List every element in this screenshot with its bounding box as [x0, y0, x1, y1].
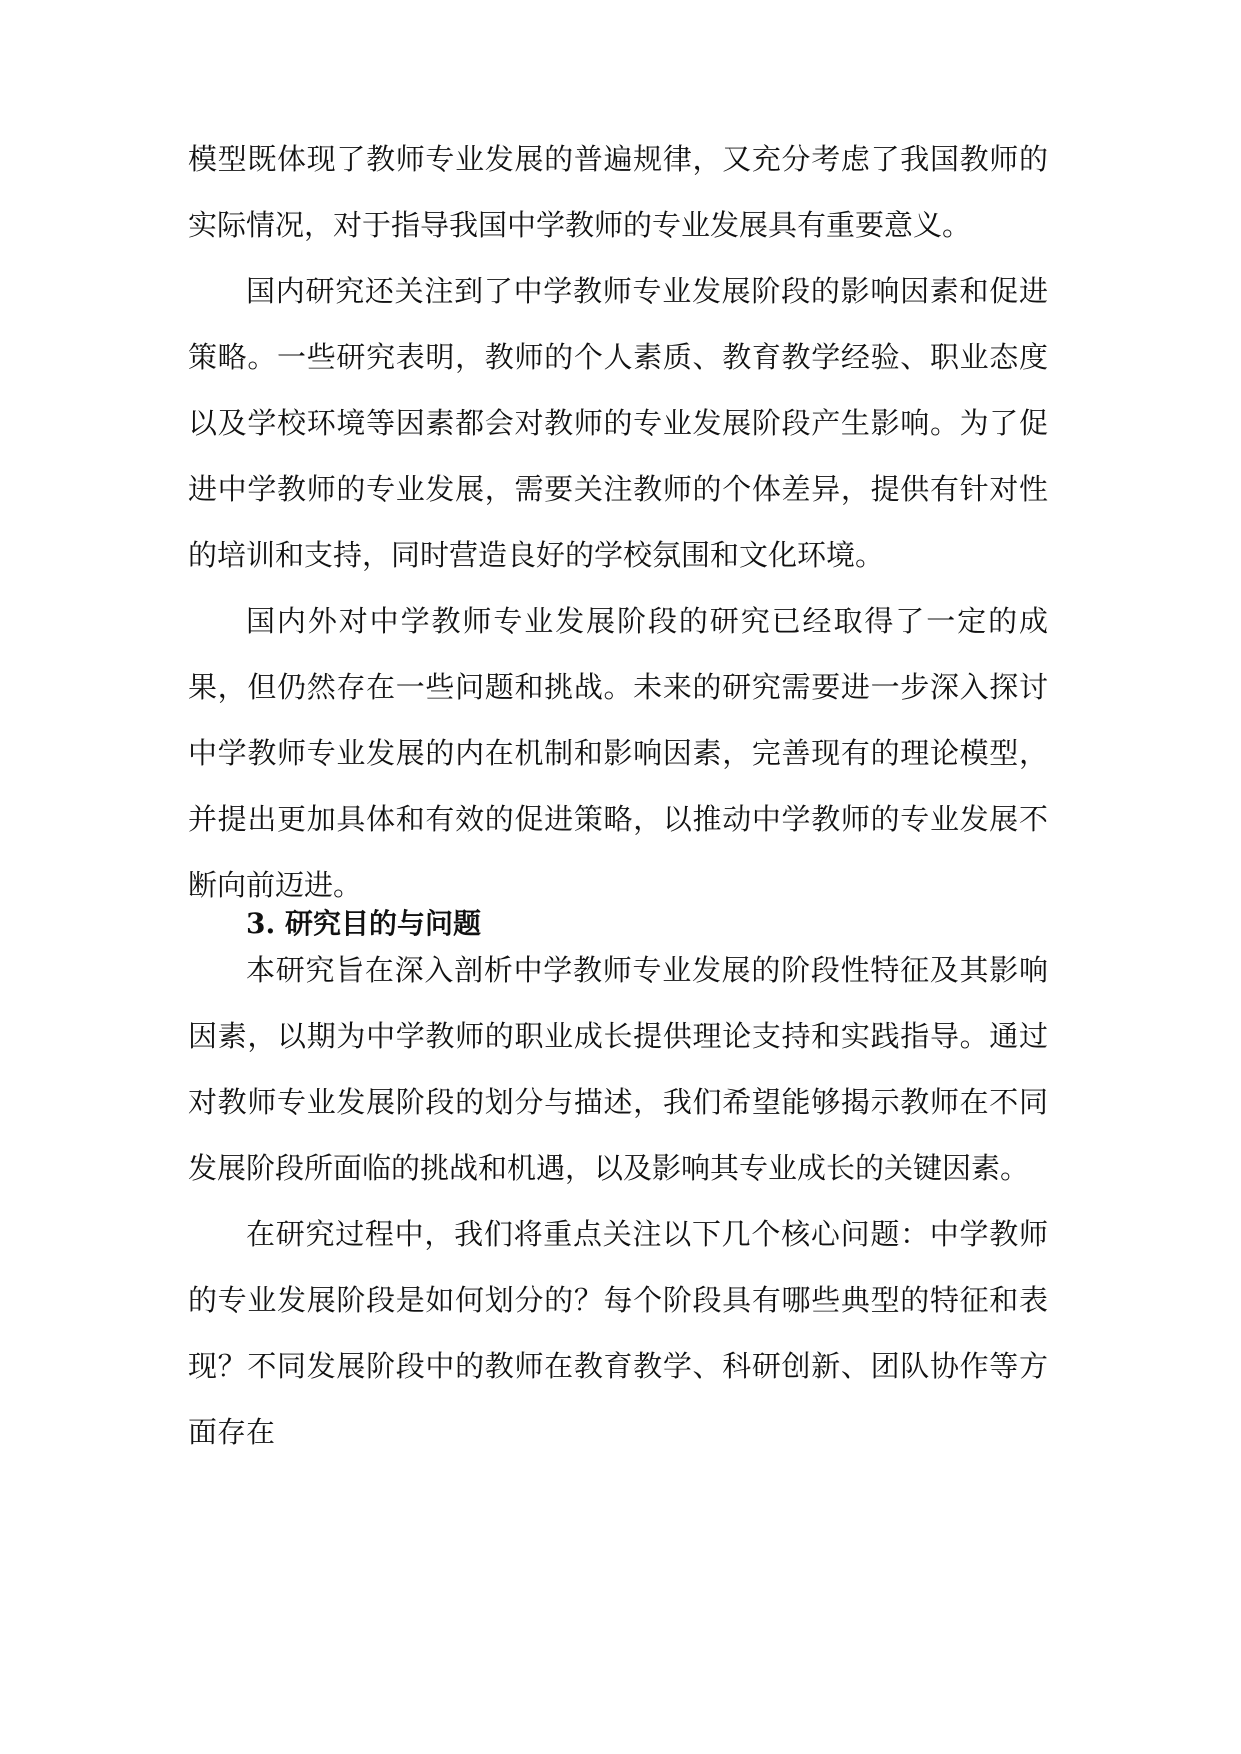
- body-text-block-2: [188, 937, 1048, 1465]
- paragraph-continuation: 模型既体现了教师专业发展的普遍规律，又充分考虑了我国教师的实际情况，对于指导我国中学教师的专业发展具有重要意义。: [188, 142, 1048, 242]
- section-heading: 3. 研究目的与问题: [246, 907, 481, 940]
- body-text-block-1: [188, 126, 1048, 918]
- paragraph-core-questions: 在研究过程中，我们将重点关注以下几个核心问题：中学教师的专业发展阶段是如何划分的？每个阶段具有哪些典型的特征和表现？不同发展阶段中的教师在教育教学、科研创新、团队协作等方面存在: [188, 1217, 1048, 1449]
- paragraph-research-summary: 国内外对中学教师专业发展阶段的研究已经取得了一定的成果，但仍然存在一些问题和挑战。未来的研究需要进一步深入探讨中学教师专业发展的内在机制和影响因素，完善现有的理论模型，并提出更加具体和有效的促进策略，以推动中学教师的专业发展不断向前迈进。: [188, 604, 1048, 902]
- paragraph-domestic-research: 国内研究还关注到了中学教师专业发展阶段的影响因素和促进策略。一些研究表明，教师的个人素质、教育教学经验、职业态度以及学校环境等因素都会对教师的专业发展阶段产生影响。为了促进中学教师的专业发展，需要关注教师的个体差异，提供有针对性的培训和支持，同时营造良好的学校氛围和文化环境。: [188, 274, 1048, 572]
- paragraph-research-purpose: 本研究旨在深入剖析中学教师专业发展的阶段性特征及其影响因素，以期为中学教师的职业成长提供理论支持和实践指导。通过对教师专业发展阶段的划分与描述，我们希望能够揭示教师在不同发展阶段所面临的挑战和机遇，以及影响其专业成长的关键因素。: [188, 953, 1048, 1185]
